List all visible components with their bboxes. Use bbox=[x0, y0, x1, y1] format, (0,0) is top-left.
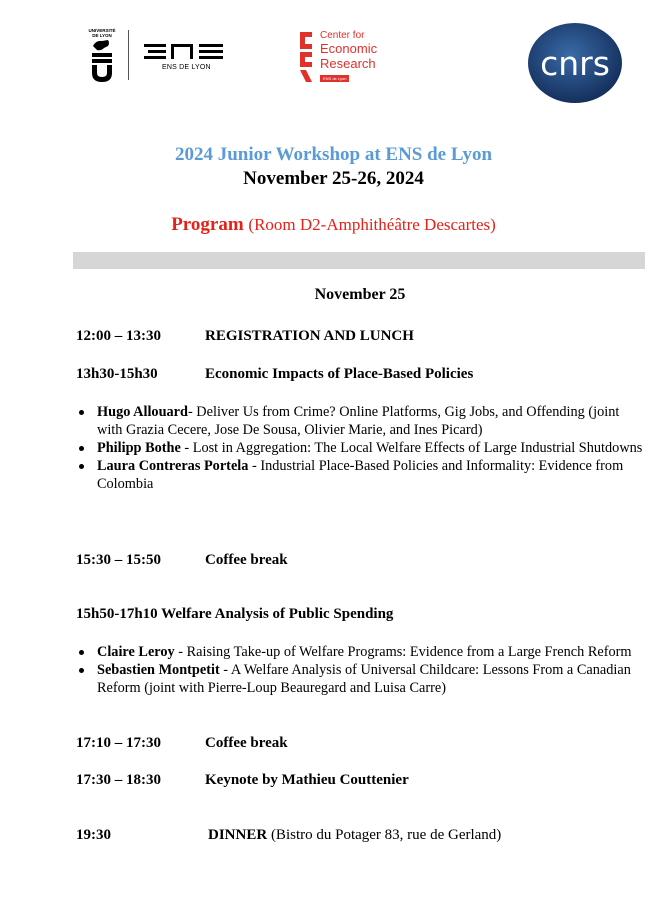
talk-title: - A Welfare Analysis of Universal Childcare: Lessons From a Canadian Reform (joint with Pierre-Loup Beauregard and Luisa Carre) bbox=[97, 662, 631, 696]
logo-divider bbox=[128, 30, 129, 80]
lion-shield-icon bbox=[88, 28, 130, 84]
workshop-dates: November 25-26, 2024 bbox=[243, 168, 424, 189]
label: Coffee break bbox=[205, 552, 288, 568]
dinner-detail: (Bistro du Potager 83, rue de Gerland) bbox=[267, 827, 502, 843]
label: Keynote by Mathieu Couttenier bbox=[205, 772, 409, 788]
center-economic-research-logo bbox=[298, 30, 398, 86]
talk-author: Philipp Bothe bbox=[97, 440, 181, 456]
time: 19:30 bbox=[76, 827, 111, 843]
list-item bbox=[76, 457, 646, 493]
talk-author: Sebastien Montpetit bbox=[97, 662, 220, 678]
list-item bbox=[76, 643, 646, 661]
cer-line2: Economic bbox=[320, 41, 378, 56]
cer-badge: ENS de Lyon bbox=[320, 75, 349, 82]
cer-line3: Research bbox=[320, 56, 376, 71]
label: REGISTRATION AND LUNCH bbox=[205, 328, 414, 344]
ens-subtitle: ENS DE LYON bbox=[162, 64, 211, 71]
room-label: (Room D2-Amphithéâtre Descartes) bbox=[248, 215, 496, 234]
label: Economic Impacts of Place-Based Policies bbox=[205, 366, 474, 382]
talk-author: Claire Leroy bbox=[97, 644, 175, 660]
time: 17:10 – 17:30 bbox=[76, 735, 161, 751]
session1-talk-list bbox=[76, 403, 646, 493]
cer-line1: Center for bbox=[320, 30, 365, 41]
universite-de-lyon-logo bbox=[88, 28, 130, 84]
cnrs-text: cnrs bbox=[540, 44, 610, 83]
program-label: Program bbox=[171, 214, 244, 235]
time: 17:30 – 18:30 bbox=[76, 772, 161, 788]
cnrs-badge-icon bbox=[527, 22, 623, 104]
label: Coffee break bbox=[205, 735, 288, 751]
session2-heading: 15h50-17h10 Welfare Analysis of Public Spending bbox=[76, 606, 394, 622]
list-item bbox=[76, 439, 646, 457]
list-item bbox=[76, 661, 646, 697]
label bbox=[208, 827, 501, 844]
bullet-icon bbox=[79, 464, 84, 469]
talk-author: Laura Contreras Portela bbox=[97, 458, 249, 474]
dinner-label: DINNER bbox=[208, 827, 268, 843]
bullet-icon bbox=[79, 668, 84, 673]
bullet-icon bbox=[79, 410, 84, 415]
time: 12:00 – 13:30 bbox=[76, 328, 161, 344]
talk-author: Hugo Allouard bbox=[97, 404, 188, 420]
section-divider-bar bbox=[73, 252, 645, 269]
cer-mark-icon bbox=[298, 32, 318, 84]
session2-talk-list bbox=[76, 643, 646, 697]
talk-title: - Lost in Aggregation: The Local Welfare Effects of Large Industrial Shutdowns bbox=[180, 440, 643, 456]
day-heading: November 25 bbox=[314, 286, 406, 303]
bullet-icon bbox=[79, 650, 84, 655]
talk-title: - Deliver Us from Crime? Online Platforms, Gig Jobs, and Offending (joint with Grazia Cecere, Jose De Sousa, Olivier Marie, and Ines Picard) bbox=[97, 404, 620, 438]
cnrs-logo bbox=[527, 22, 623, 104]
talk-title: - Industrial Place-Based Policies and Informality: Evidence from Colombia bbox=[97, 458, 624, 492]
time: 15:30 – 15:50 bbox=[76, 552, 161, 568]
udl-logo-text: UNIVERSITÉ DE LYON bbox=[88, 28, 116, 38]
time: 13h30-15h30 bbox=[76, 366, 158, 382]
workshop-title: 2024 Junior Workshop at ENS de Lyon bbox=[174, 144, 493, 165]
program-heading bbox=[0, 214, 667, 236]
talk-title: - Raising Take-up of Welfare Programs: Evidence from a Large French Reform bbox=[174, 644, 632, 660]
list-item bbox=[76, 403, 646, 439]
ens-wordmark-icon bbox=[144, 42, 226, 62]
bullet-icon bbox=[79, 446, 84, 451]
ens-logo bbox=[144, 42, 226, 74]
